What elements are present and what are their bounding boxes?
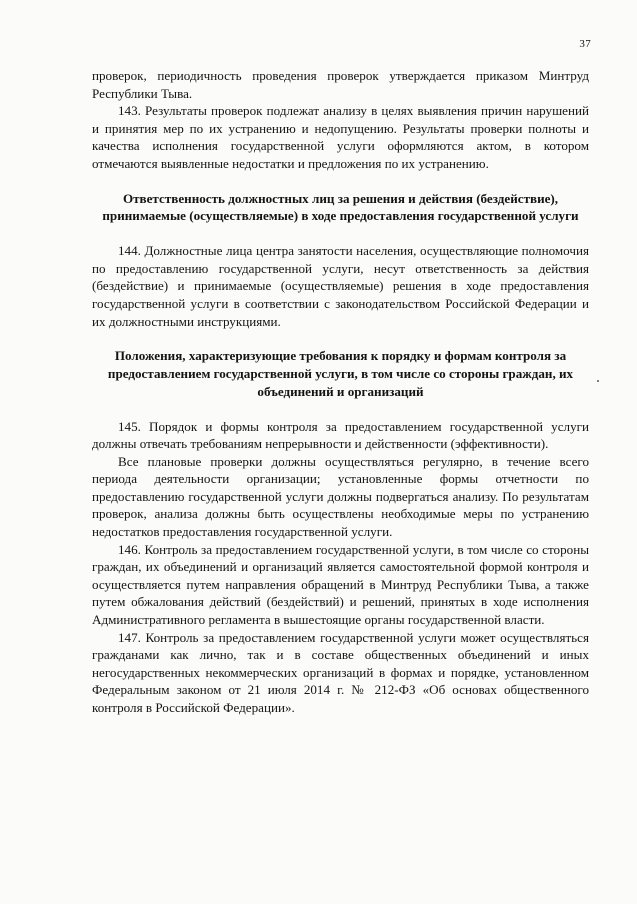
- scan-speck: [597, 380, 599, 382]
- paragraph-146: 146. Контроль за предоставлением государственной услуги, в том числе со стороны граждан, их объединений и организаций является самостоятельной формой контроля и осуществляется путем направления обращений в Минтруд Республики Тыва, а также путем обжалования действий (бездействий) и решений, принятых в ходе исполнения Административного регламента в вышестоящие органы государственной власти.: [92, 541, 589, 628]
- paragraph-147: 147. Контроль за предоставлением государственной услуги может осуществляться гражданами как лично, так и в составе общественных объединений и иных негосударственных некоммерческих организаций в формах и порядке, установленном Федеральным законом от 21 июля 2014 г. № 212-ФЗ «Об основах общественного контроля в Российской Федерации».: [92, 629, 589, 716]
- document-body: [92, 67, 589, 717]
- paragraph-143: 143. Результаты проверок подлежат анализу в целях выявления причин нарушений и принятия мер по их устранению и недопущению. Результаты проверки полноты и качества исполнения государственной услуги оформляются актом, в котором отмечаются выявленные недостатки и предложения по их устранению.: [92, 103, 589, 171]
- page-number: 37: [579, 38, 591, 50]
- section-heading-responsibility: Ответственность должностных лиц за решения и действия (бездействие), принимаемые (осуществляемые) в ходе предоставления государственной услуги: [102, 190, 579, 224]
- paragraph-continuation: проверок, периодичность проведения проверок утверждается приказом Минтруд Республики Тыва.: [92, 68, 589, 101]
- section-heading-control-provisions: Положения, характеризующие требования к порядку и формам контроля за предоставлением государственной услуги, в том числе со стороны граждан, их объединений и организаций: [107, 348, 574, 399]
- paragraph-144: 144. Должностные лица центра занятости населения, осуществляющие полномочия по предоставлению государственной услуги, несут ответственность за действия (бездействие) и принимаемые (осуществляемые) решения в ходе предоставления государственной услуги в соответствии с законодательством Российской Федерации и их должностными инструкциями.: [92, 243, 589, 329]
- paragraph-145: 145. Порядок и формы контроля за предоставлением государственной услуги должны отвечать требованиям непрерывности и действенности (эффективности).: [92, 418, 589, 452]
- paragraph-145-continued: Все плановые проверки должны осуществляться регулярно, в течение всего периода деятельности организации; установленные формы отчетности по предоставлению государственной услуги должны подвергаться анализу. По результатам проверок, анализа должны быть осуществлены необходимые меры по устранению недостатков предоставления государственной услуги.: [92, 453, 589, 540]
